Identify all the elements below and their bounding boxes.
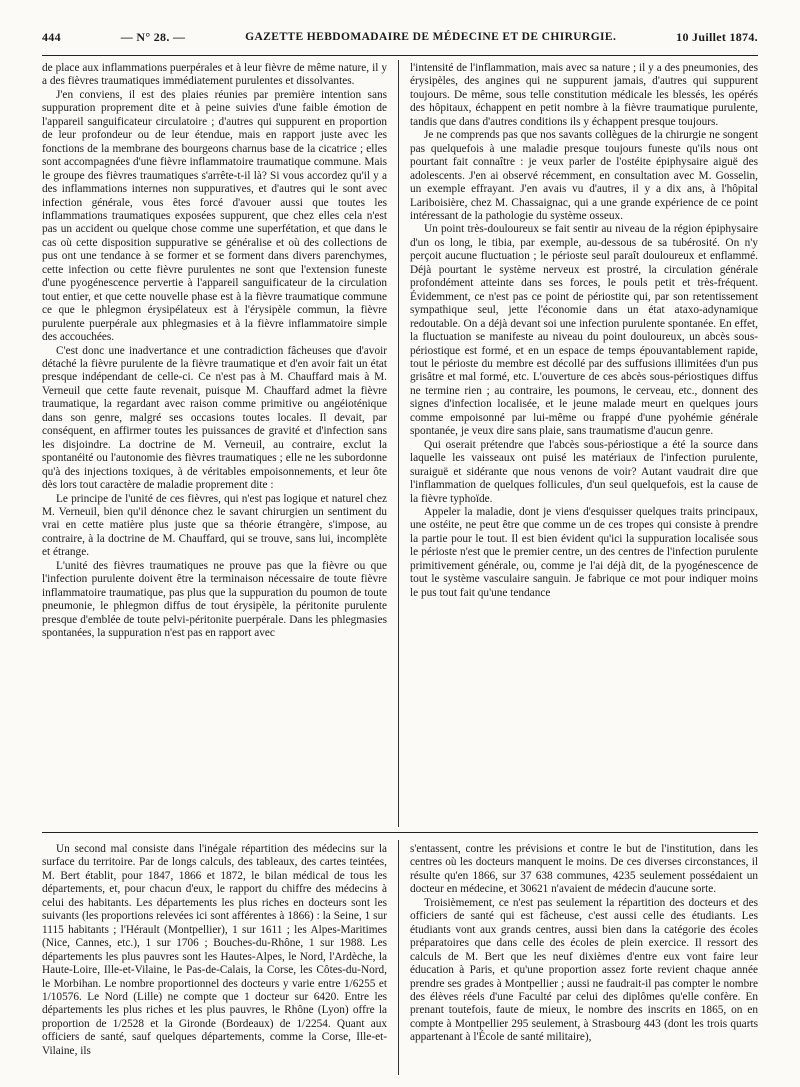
paragraph: s'entassent, contre les prévisions et contre le but de l'institution, dans les centres où les docteurs manquent le moins. De ces diverses circonstances, il résulte qu'en 1866, sur 37 638 communes, 4235 seulement possédaient un docteur en médecine, et 30621 n'avaient de médecin d'aucune sorte. [410,843,758,896]
paragraph: L'unité des fièvres traumatiques ne prouve pas que la fièvre ou que l'infection purulente doivent être la terminaison nécessaire de toute fièvre inflammatoire traumatique, pas plus que la suppuration du poumon de toute pneumonie, le phlegmon diffus de tout érysipèle, la péritonite purulente presque d'emblée de toute pelvi-péritonite puerpérale. Dans les phlegmasies spontanées, la suppuration n'est pas en rapport avec [42,559,387,640]
issue-date: 10 Juillet 1874. [676,29,758,44]
paragraph: J'en conviens, il est des plaies réunies par première intention sans suppuration proprement dite et à peine suivies d'une faible émotion de l'appareil sanguificateur circulatoire ; d'autres qui suppurent en proportion de leur profondeur ou de leur étendue, mais en rapport juste avec les fonctions de la membrane des bourgeons charnus base de la cicatrice ; elles sont accompagnées d'une fièvre inflammatoire traumatique commune. Mais le groupe des fièvres traumatiques s'arrête-t-il là? Si vous accordez qu'il y a des inflammations internes non suppuratives, et d'autres qui le sont avec infection générale, vous êtes forcé d'avouer aussi que toutes les inflammations traumatiques exposées suppurent, que chez elles cela n'est pas un accident ou quelque chose comme une superfétation, et que dans le cas où cette disposition suppurative se généralise et où des collections de pus ont une tendance à se former et se forment dans divers parenchymes, cette infection ou cette fièvre purulentes ne sont que l'extension funeste d'une pyogénescence pervertie à l'appareil sanguificateur de la circulation tout entier, et que cette nouvelle phase est à la fièvre traumatique commune ce que le phlegmon érysipélateux est à l'érysipèle commun, la fièvre purulente puerpérale aux phlegmasies et à la fièvre inflammatoire simple des accouchées. [42,88,387,344]
column-divider [398,840,399,1075]
paragraph: Je ne comprends pas que nos savants collègues de la chirurgie ne songent pas quelquefois à une maladie presque toujours funeste qu'ils nous ont pourtant fait connaître : je veux parler de l'ostéite épiphysaire aiguë des adolescents. J'en ai observé récemment, en consultation avec M. Gosselin, un exemple effrayant. J'en avais vu d'autres, il y a dix ans, à l'hôpital Lariboisière, chez M. Chassaignac, qui a une grande expérience de ce point intéressant de la pathologie du système osseux. [410,129,758,222]
feuilleton-column-right [410,843,758,1075]
paragraph: de place aux inflammations puerpérales et à leur fièvre de même nature, il y a des fièvres traumatiques immédiatement purulentes et dissolvantes. [42,62,387,88]
journal-title: GAZETTE HEBDOMADAIRE DE MÉDECINE ET DE CHIRURGIE. [245,31,617,43]
paragraph: C'est donc une inadvertance et une contradiction fâcheuses que d'avoir détaché la fièvre purulente de la fièvre traumatique et d'en avoir fait un état presque indépendant de celle-ci. Ce n'est pas à M. Chauffard mais à M. Verneuil que cette faute revenait, puisque M. Chauffard admet la fièvre traumatique, la regardant avec raison comme primitive ou angéioténique dans son genre, malgré ses occasions toutes locales. Il devait, par conséquent, en affirmer toutes les puissances de gravité et d'infection sans les disjoindre. La doctrine de M. Verneuil, au contraire, exclut la spontanéité ou l'autonomie des fièvres traumatiques ; elle ne les subordonne qu'à des injections toxiques, à de véritables empoisonnements, et leur ôte dès lors tout caractère de maladie proprement dite : [42,344,387,492]
article-column-left [42,62,387,825]
paragraph: Le principe de l'unité de ces fièvres, qui n'est pas logique et naturel chez M. Verneuil, bien qu'il dénonce chez le savant chirurgien un sentiment du vrai en cette matière plus juste que sa théorie étrangère, s'impose, au contraire, à la doctrine de M. Chauffard, qui se trouve, sans lui, incomplète et étrange. [42,492,387,559]
page-number: 444 [42,29,61,44]
article-column-right [410,62,758,825]
column-divider [398,60,399,827]
paragraph: Qui oserait prétendre que l'abcès sous-périostique a été la source dans laquelle les vaisseaux ont puisé les matériaux de l'infection purulente, suraiguë et sidérante que nous venons de voir? Autant vaudrait dire que l'inflammation de quelques follicules, d'un seul quelquefois, est la cause de la fièvre typhoïde. [410,438,758,505]
issue-number: — N° 28. — [120,29,186,44]
paragraph: Un point très-douloureux se fait sentir au niveau de la région épiphysaire d'un os long, le tibia, par exemple, au-dessous de sa tubérosité. On n'y perçoit aucune fluctuation ; le périoste seul paraît douloureux et enflammé. Déjà pourtant le système nerveux est prostré, la circulation générale profondément atteinte dans ses forces, le pouls petit et très-fréquent. Évidemment, ce n'est pas ce point de périostite qui, par son retentissement sympathique seul, jette l'économie dans un état ataxo-adynamique redoutable. On a déjà devant soi une infection purulente spontanée. En effet, la fluctuation se manifeste au niveau du point douloureux, un abcès sous-périostique est formé, et en un espace de temps épouvantablement rapide, tout le périoste du membre est décollé par des suffusions illimitées d'un pus grisâtre et mal formé, etc. L'ouverture de ces abcès sous-périostiques diffus ne termine rien ; au contraire, les poumons, le cerveau, etc., donnent des signes d'infection localisée, et le jeune malade meurt en quelques jours comme empoisonné par lui-même ou frappé d'une pyohémie générale spontanée, je veux dire sans plaie, sans traumatisme d'aucun genre. [410,223,758,438]
paragraph: Un second mal consiste dans l'inégale répartition des médecins sur la surface du territoire. Par de longs calculs, des tableaux, des cartes teintées, M. Bert établit, pour 1847, 1866 et 1872, le bilan médical de tous les départements, et, pour chacun d'eux, le rapport du chiffre des médecins à celui des habitants. Les départements les plus riches en docteurs sont les suivants (les proportions relevées ici sont afférentes à 1866) : la Seine, 1 sur 1115 habitants ; l'Hérault (Montpellier), 1 sur 1611 ; les Alpes-Maritimes (Nice, Cannes, etc.), 1 sur 1706 ; Bouches-du-Rhône, 1 sur 1988. Les départements les plus pauvres sont les Hautes-Alpes, le Nord, l'Ardèche, la Haute-Loire, Ille-et-Vilaine, le Pas-de-Calais, la Corse, les Côtes-du-Nord, le Morbihan. Le nombre proportionnel des docteurs y varie entre 1/6255 et 1/10576. Le Nord (Lille) ne compte que 1 docteur sur 6420. Entre les départements les plus riches et les plus pauvres, le Rhône (Lyon) offre la proportion de 1/2528 et la Gironde (Bordeaux) de 1/2254. Quant aux officiers de santé, sauf quelques départements, comme la Corse, Ille-et-Vilaine, ils [42,843,387,1057]
running-header [42,26,758,48]
section-rule [42,832,758,833]
feuilleton-column-left [42,843,387,1075]
paragraph: Appeler la maladie, dont je viens d'esquisser quelques traits principaux, une ostéite, ne peut être que comme un de ces tropes qui consiste à prendre la partie pour le tout. Il est bien évident qu'ici la suppuration localisée sous le périoste n'est que le premier centre, un des centres de l'infection purulente primitivement générale, ou, comme je l'ai déjà dit, de la pyogénescence de tout le système vasculaire sanguin. Je fabrique ce mot pour indiquer moins le pus tout fait qu'une tendance [410,505,758,599]
header-rule [42,55,758,56]
paragraph: l'intensité de l'inflammation, mais avec sa nature ; il y a des pneumonies, des érysipèles, des angines qui ne suppurent jamais, d'autres qui suppurent toujours. De même, sous telle constitution médicale les blessés, les opérés des hôpitaux, échappent en petit nombre à la fièvre traumatique purulente, tandis que dans d'autres conditions ils y échappent presque toujours. [410,62,758,128]
paragraph: Troisièmement, ce n'est pas seulement la répartition des docteurs et des officiers de santé qui est fâcheuse, c'est aussi celle des étudiants. Les étudiants vont aux grands centres, aussi bien dans la catégorie des écoles préparatoires que dans celle des écoles de plein exercice. Il ressort des calculs de M. Bert que les neuf dixièmes d'entre eux vont faire leur éducation à Paris, et qu'une proportion assez forte revient chaque année prendre ses grades à Montpellier ; aussi ne faudrait-il pas compter le nombre des élèves réels d'une Faculté par celui des diplômes qu'elle confère. En prenant toutefois, faute de mieux, le nombre des inscrits en 1865, on en compte à Montpellier 295 seulement, à Strasbourg 443 (dont les trois quarts appartenant à l'École de santé militaire), [410,896,758,1044]
